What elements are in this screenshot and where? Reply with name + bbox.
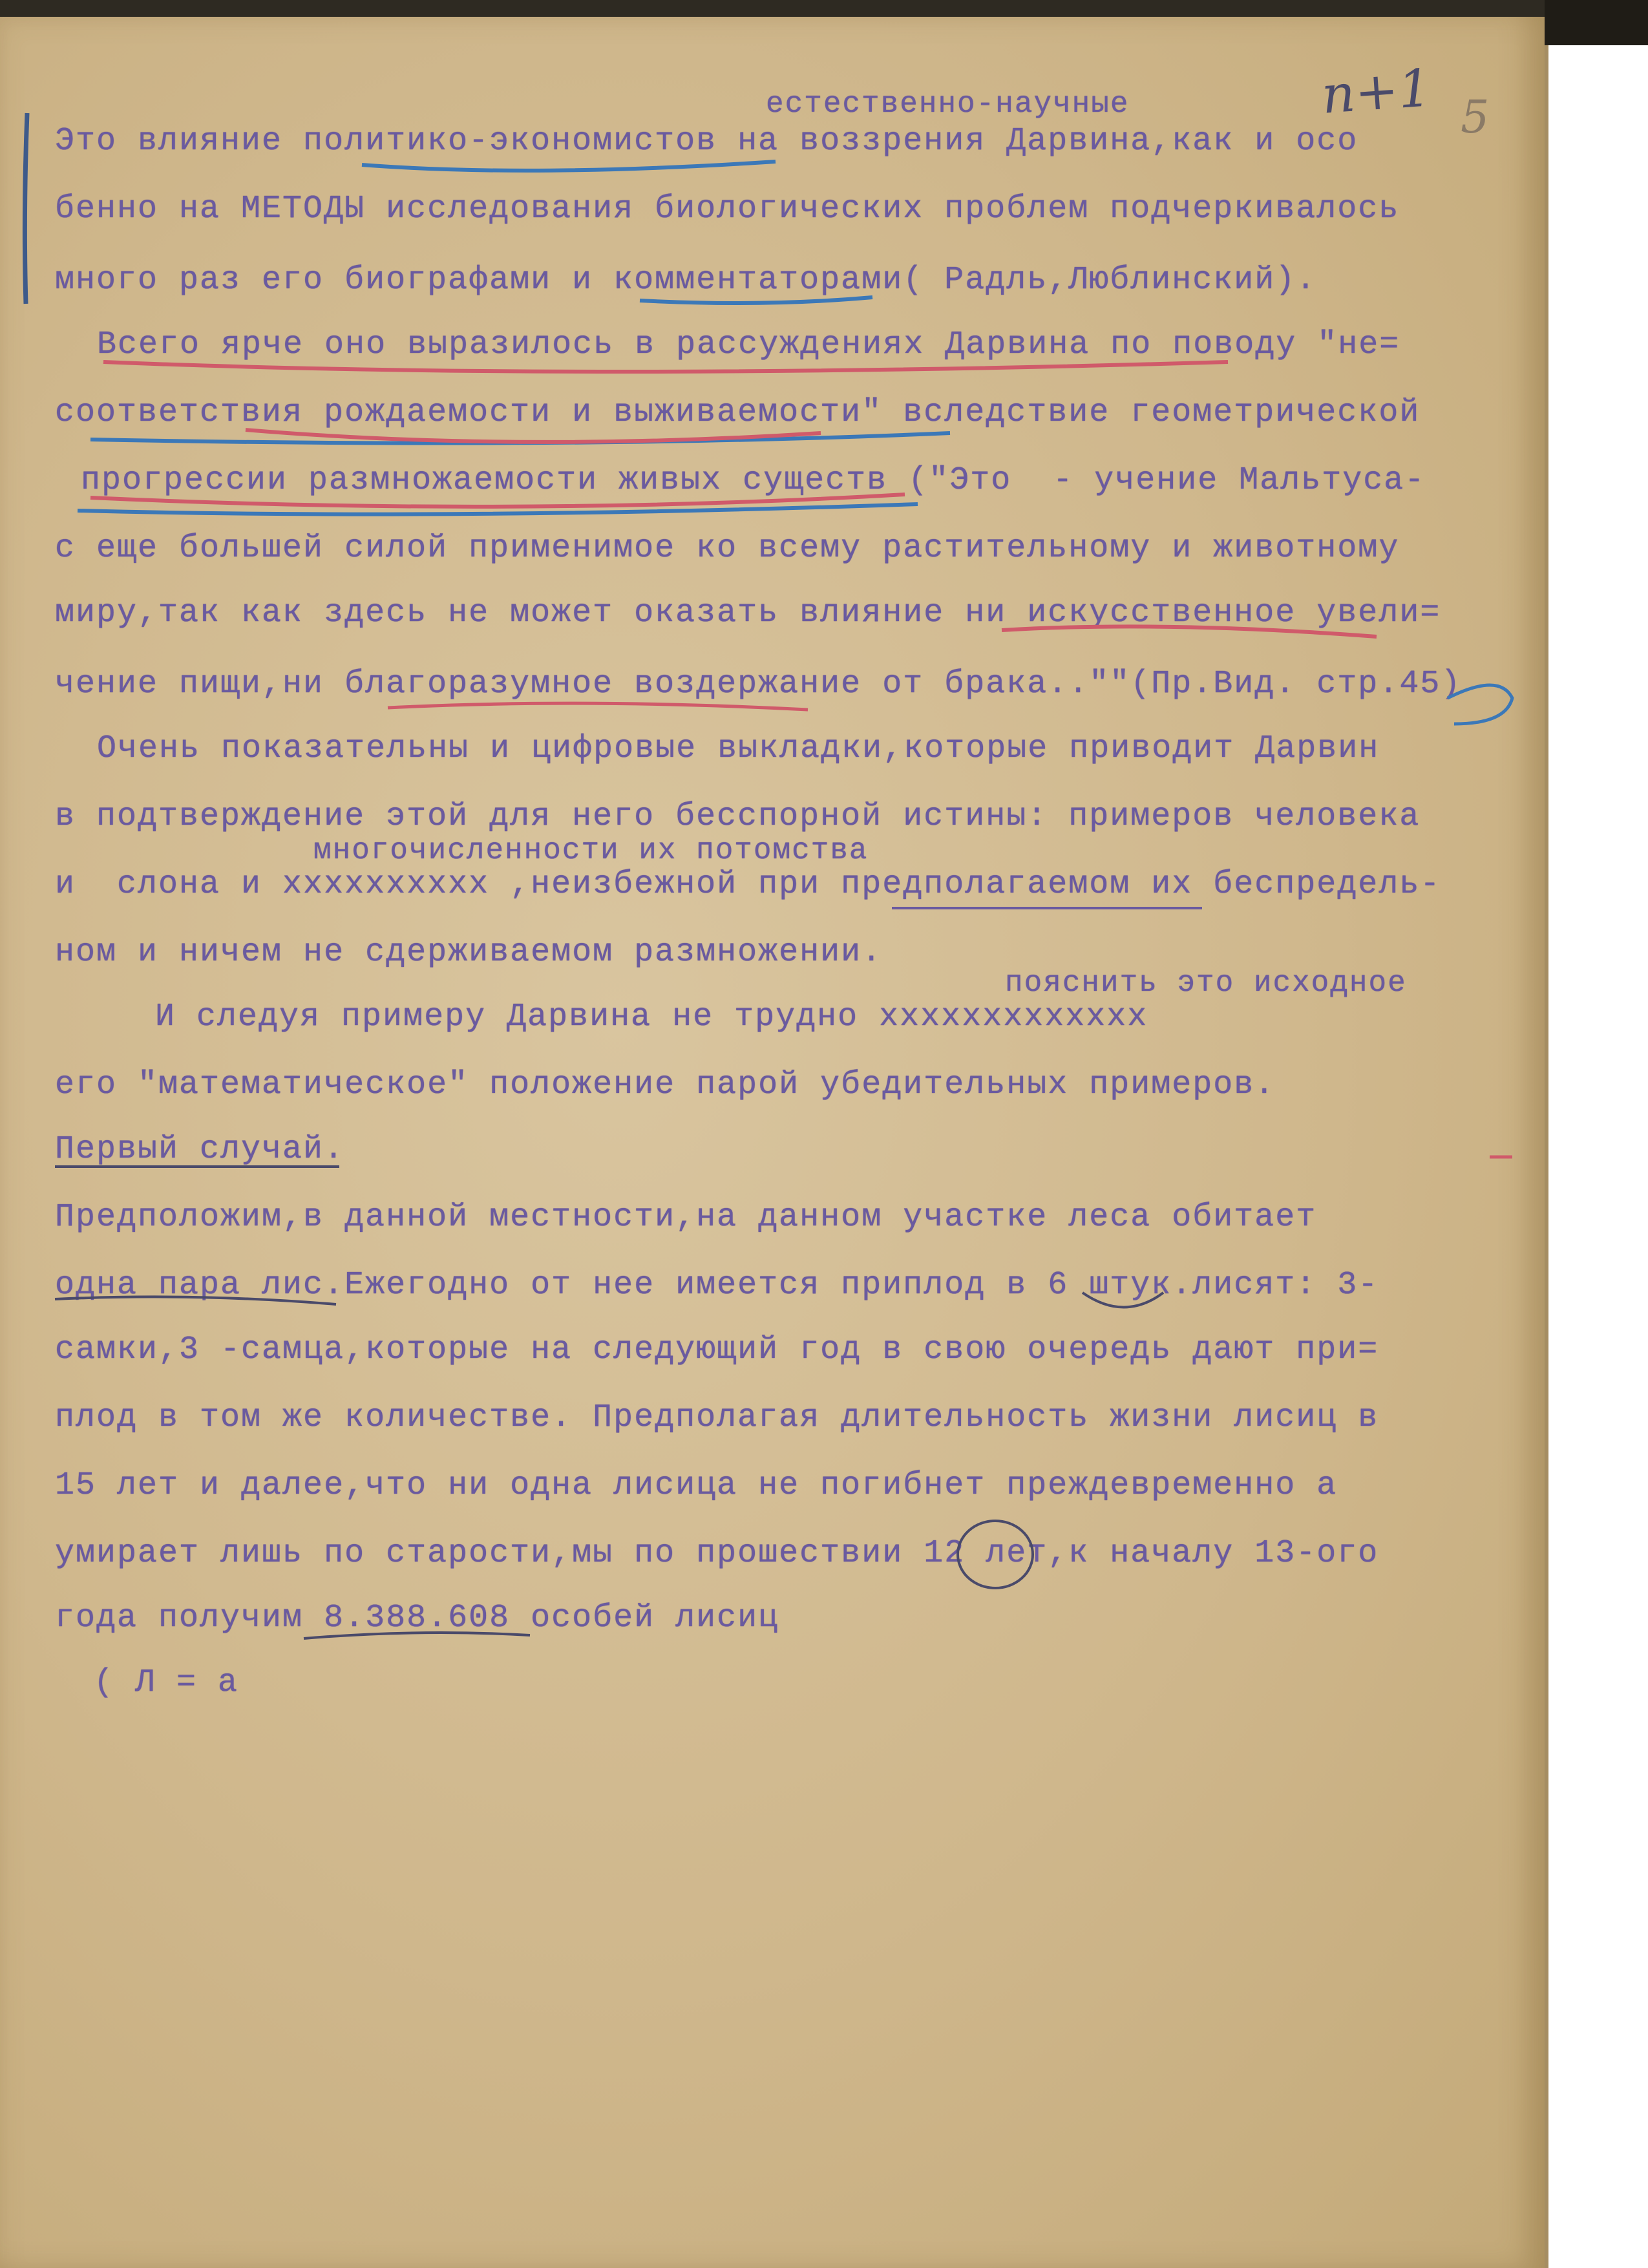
- text-line-7: с еще большей силой применимое ко всему растительному и животному: [55, 530, 1400, 567]
- text-line-11: в подтверждение этой для него бесспорной истины: примеров человека: [55, 798, 1421, 835]
- page-number: 5: [1461, 90, 1490, 143]
- text-line-5: соответствия рождаемости и выживаемости" вследствие геометрической: [55, 394, 1421, 431]
- insert-line-1: естественно-научные: [766, 87, 1130, 121]
- text-line-15: его "математическое" положение парой убедительных примеров.: [55, 1066, 1276, 1103]
- underline-red-5: [388, 703, 808, 710]
- margin-bar: [25, 113, 27, 304]
- text-line-18: самки,3 -самца,которые на следующий год в свою очередь дают при=: [55, 1331, 1379, 1368]
- text-line-12: и слона и xxxxxxxxxx ,неизбежной при предполагаемом их беспредель-: [55, 866, 1441, 903]
- text-line-21: умирает лишь по старости,мы по прошествии 12 лет,к началу 13-ого: [55, 1535, 1379, 1572]
- text-line-13: ном и ничем не сдерживаемом размножении.: [55, 934, 883, 971]
- text-line-10: Очень показательны и цифровые выкладки,которые приводит Дарвин: [97, 730, 1380, 767]
- text-line-22: года получим 8.388.608 особей лисиц: [55, 1600, 779, 1637]
- text-line-20: 15 лет и далее,что ни одна лисица не погибнет преждевременно а: [55, 1467, 1338, 1504]
- insert-line-3: пояснить это исходное: [1005, 966, 1407, 1000]
- circle-page-ref: [1448, 685, 1512, 724]
- underline-politico: [362, 162, 776, 171]
- text-line-16: Предположим,в данной местности,на данном участке леса обитает: [55, 1199, 1317, 1236]
- text-line-3: много раз его биографами и комментаторами( Радль,Люблинский).: [55, 262, 1317, 299]
- text-line-2: бенно на МЕТОДЫ исследования биологических проблем подчеркивалось: [55, 191, 1400, 228]
- formula-line: ( Л = а: [94, 1664, 239, 1701]
- underline-red-1: [103, 362, 1228, 372]
- text-line-4: Всего ярче оно выразилось в рассуждениях Дарвина по поводу "не=: [97, 326, 1400, 363]
- underline-commentators: [640, 297, 872, 303]
- mark-six: [1083, 1293, 1163, 1308]
- circle-twelve: [958, 1521, 1033, 1588]
- text-line-1: Это влияние политико-экономистов на воззрения Дарвина,как и осо: [55, 123, 1358, 160]
- text-line-6: прогрессии размножаемости живых существ ("Это - учение Мальтуса-: [81, 462, 1426, 499]
- text-line-14: И следуя примеру Дарвина не трудно xxxxxxxxxxxxx: [155, 999, 1148, 1035]
- underline-pair: [55, 1297, 336, 1304]
- underline-red-3: [90, 494, 905, 507]
- page-mark: п+1: [1319, 58, 1433, 125]
- text-line-19: плод в том же количестве. Предполагая длительность жизни лисиц в: [55, 1399, 1379, 1436]
- underline-total: [304, 1633, 530, 1638]
- insert-line-2: многочисленности их потомства: [313, 834, 869, 867]
- underline-red-4: [1002, 626, 1377, 637]
- section-heading: Первый случай.: [55, 1131, 345, 1168]
- text-line-17: одна пара лис.Ежегодно от нее имеется приплод в 6 штук.лисят: 3-: [55, 1267, 1379, 1304]
- text-line-8: миру,так как здесь не может оказать влияние ни искусственное увели=: [55, 595, 1441, 631]
- text-line-9: чение пищи,ни благоразумное воздержание от брака..""(Пр.Вид. стр.45): [55, 666, 1462, 703]
